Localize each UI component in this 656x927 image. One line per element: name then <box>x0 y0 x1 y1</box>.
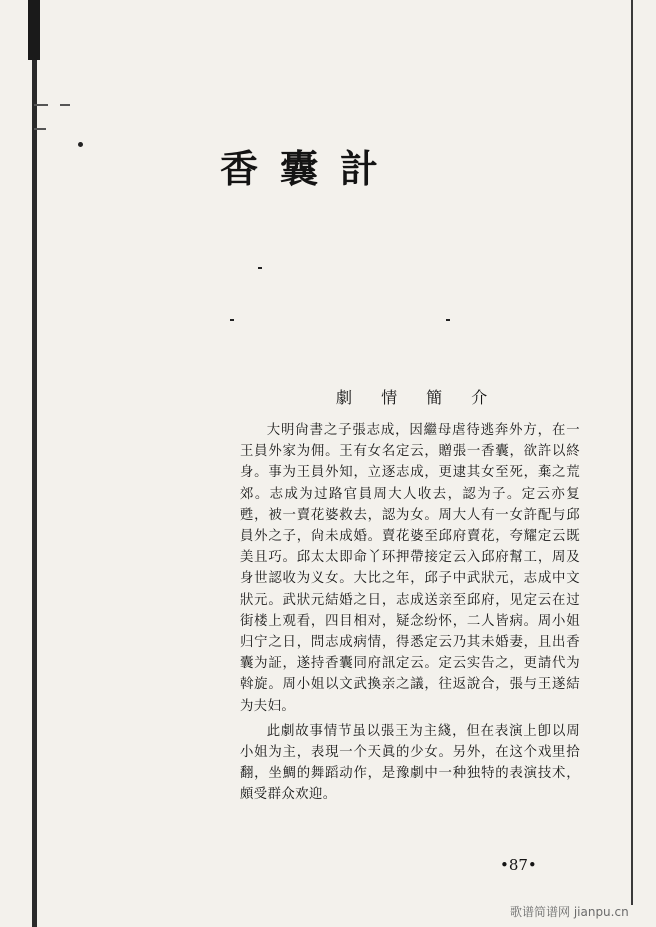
section-heading: 劇 情 簡 介 <box>336 388 500 407</box>
right-margin-rule <box>631 0 633 905</box>
scan-speck <box>230 319 234 321</box>
scan-speck <box>446 319 450 321</box>
synopsis-paragraph: 大明尙書之子張志成，因繼母虐待逃奔外方，在一王員外家为佣。王有女名定云，贈張一香囊，欲許以終身。事为王員外知，立逐志成，更逮其女至死，棄之荒郊。志成为过路官員周大人收去，認为子。定云亦复甦，被一賣花婆救去，認为女。周大人有一女許配与邱員外之子，尙未成婚。賣花婆至邱府賣花，夸耀定云既美且巧。邱太太即命丫环押帶接定云入邱府幫工，周及身世認收为义女。大比之年，邱子中武狀元，志成中文狀元。武狀元結婚之日，志成送亲至邱府，见定云在过街楼上观看，四目相对，疑念纷怀，二人皆病。周小姐归宁之日，問志成病情，得悉定云乃其未婚妻，且出香囊为証，遂持香囊同府訊定云。定云实告之，更請代为斡旋。周小姐以文武換亲之議，往返說合，張与王遂結为夫妇。 <box>240 423 580 714</box>
scan-speck <box>258 267 262 269</box>
scan-speck <box>78 142 83 147</box>
site-watermark: 歌谱简谱网 jianpu.cn <box>510 905 629 919</box>
scan-mark <box>34 128 46 130</box>
binding-edge <box>28 0 40 60</box>
synopsis-paragraph: 此劇故事情节虽以張王为主綫，但在表演上卽以周小姐为主，表現一个天眞的少女。另外，在这个戏里拾翻，坐鯛的舞蹈动作，是豫劇中一种独特的表演技术，頗受群众欢迎。 <box>240 723 580 803</box>
page-title: 香囊計 <box>220 146 401 191</box>
synopsis-body <box>240 420 580 806</box>
scan-mark <box>60 104 70 106</box>
page-number: •87• <box>500 856 537 874</box>
scan-mark <box>34 104 48 106</box>
left-margin-rule <box>32 60 37 927</box>
